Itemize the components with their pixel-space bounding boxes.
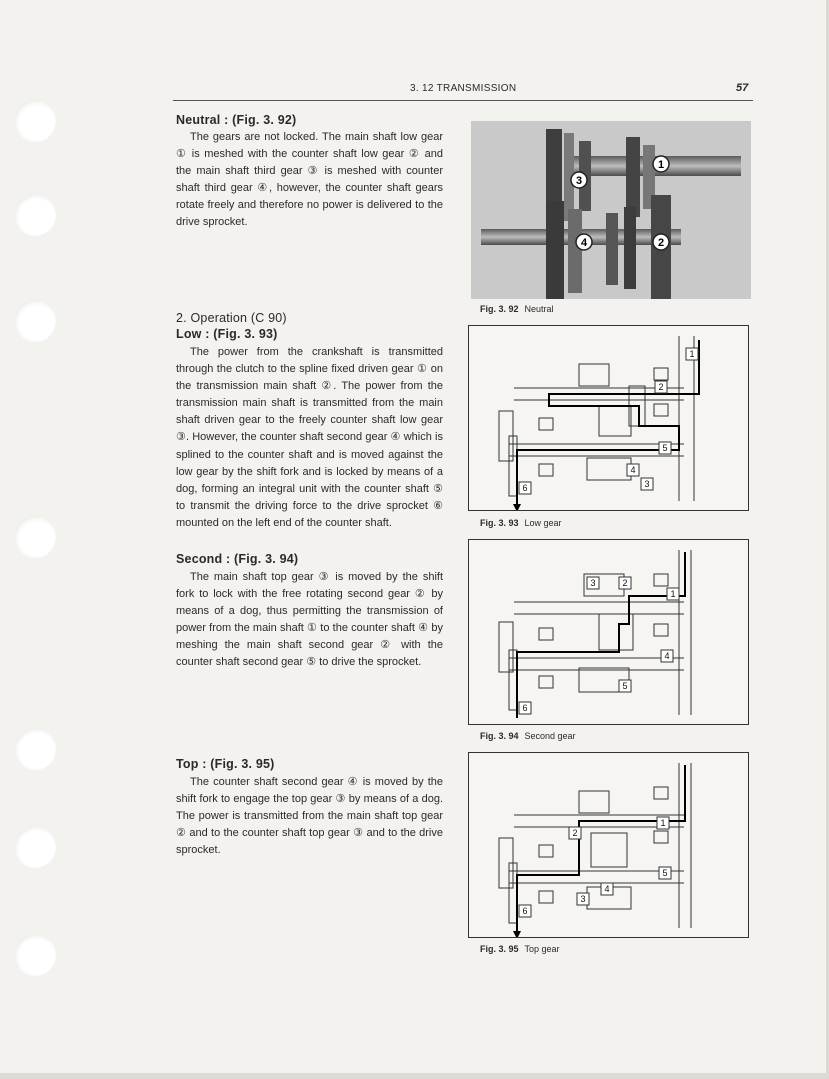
- svg-text:4: 4: [630, 465, 636, 475]
- svg-text:1: 1: [657, 159, 665, 171]
- low-paragraph: The power from the crankshaft is transmitted through the clutch to the spline fixed driven gear ① on the transmission main shaft ②. The power from the transmission main shaft is transmitted from the main shaft driven gear to the freely counter shaft low gear ③. However, the counter shaft second gear ④ which is splined to the counter shaft and is moved against the low gear by the shift fork and is locked by means of a dog, forming an integral unit with the counter shaft ⑤ to transmit the driving force to the drive sprocket ⑥ mounted on the left end of the counter shaft.: [176, 346, 443, 529]
- svg-text:3: 3: [575, 175, 583, 187]
- neutral-paragraph: The gears are not locked. The main shaft low gear ① is meshed with the counter shaft low gear ② and the main shaft third gear ③ is meshed with counter shaft third gear ④, however, the counter shaft gears rotate freely and therefore no power is delivered to the drive sprocket.: [176, 131, 443, 229]
- svg-text:6: 6: [522, 906, 528, 916]
- diagram-top-gear: [468, 752, 749, 938]
- top-heading: Top : (Fig. 3. 95): [176, 757, 275, 771]
- svg-text:6: 6: [522, 703, 528, 713]
- page-number: 57: [736, 82, 749, 94]
- gear-photo: [471, 121, 751, 299]
- svg-text:5: 5: [662, 868, 668, 878]
- svg-text:4: 4: [604, 884, 610, 894]
- binder-hole: [14, 194, 56, 236]
- svg-text:5: 5: [662, 443, 668, 453]
- svg-text:2: 2: [572, 828, 578, 838]
- section-title: 3. 12 TRANSMISSION: [410, 83, 517, 94]
- svg-text:3: 3: [590, 578, 596, 588]
- diagram-low-gear: [468, 325, 749, 511]
- binder-hole: [14, 300, 56, 342]
- caption-fig-3-94: Fig. 3. 94 Second gear: [480, 731, 576, 741]
- low-heading: Low : (Fig. 3. 93): [176, 327, 278, 341]
- second-paragraph: The main shaft top gear ③ is moved by the shift fork to lock with the free rotating second gear ② by means of a dog, thus permitting the transmission of power from the main shaft ① to the counter shaft ④ by meshing the main shaft second gear ② with the counter shaft second gear ⑤ to drive the sprocket.: [176, 571, 443, 669]
- svg-text:2: 2: [622, 578, 628, 588]
- binder-hole: [14, 516, 56, 558]
- page-bottom-edge: [0, 1073, 829, 1079]
- binder-hole: [14, 826, 56, 868]
- neutral-heading: Neutral : (Fig. 3. 92): [176, 113, 297, 127]
- svg-text:2: 2: [657, 237, 665, 249]
- svg-text:2: 2: [658, 382, 664, 392]
- operation-heading: 2. Operation (C 90): [176, 311, 287, 325]
- binder-hole: [14, 728, 56, 770]
- diagram-second-gear: [468, 539, 749, 725]
- svg-text:4: 4: [664, 651, 670, 661]
- svg-text:4: 4: [580, 237, 588, 249]
- header-rule: [173, 100, 753, 101]
- second-heading: Second : (Fig. 3. 94): [176, 552, 299, 566]
- top-paragraph: The counter shaft second gear ④ is moved by the shift fork to engage the top gear ③ by means of a dog. The power is transmitted from the main shaft top gear ② and to the counter shaft top gear ③ and to the drive sprocket.: [176, 776, 443, 857]
- svg-text:1: 1: [689, 349, 695, 359]
- binder-hole: [14, 100, 56, 142]
- svg-text:1: 1: [670, 589, 676, 599]
- binder-hole: [14, 934, 56, 976]
- svg-text:3: 3: [580, 894, 586, 904]
- svg-text:6: 6: [522, 483, 528, 493]
- caption-fig-3-92: Fig. 3. 92 Neutral: [480, 304, 554, 314]
- caption-fig-3-95: Fig. 3. 95 Top gear: [480, 944, 560, 954]
- svg-text:1: 1: [660, 818, 666, 828]
- svg-text:3: 3: [644, 479, 650, 489]
- caption-fig-3-93: Fig. 3. 93 Low gear: [480, 518, 562, 528]
- svg-text:5: 5: [622, 681, 628, 691]
